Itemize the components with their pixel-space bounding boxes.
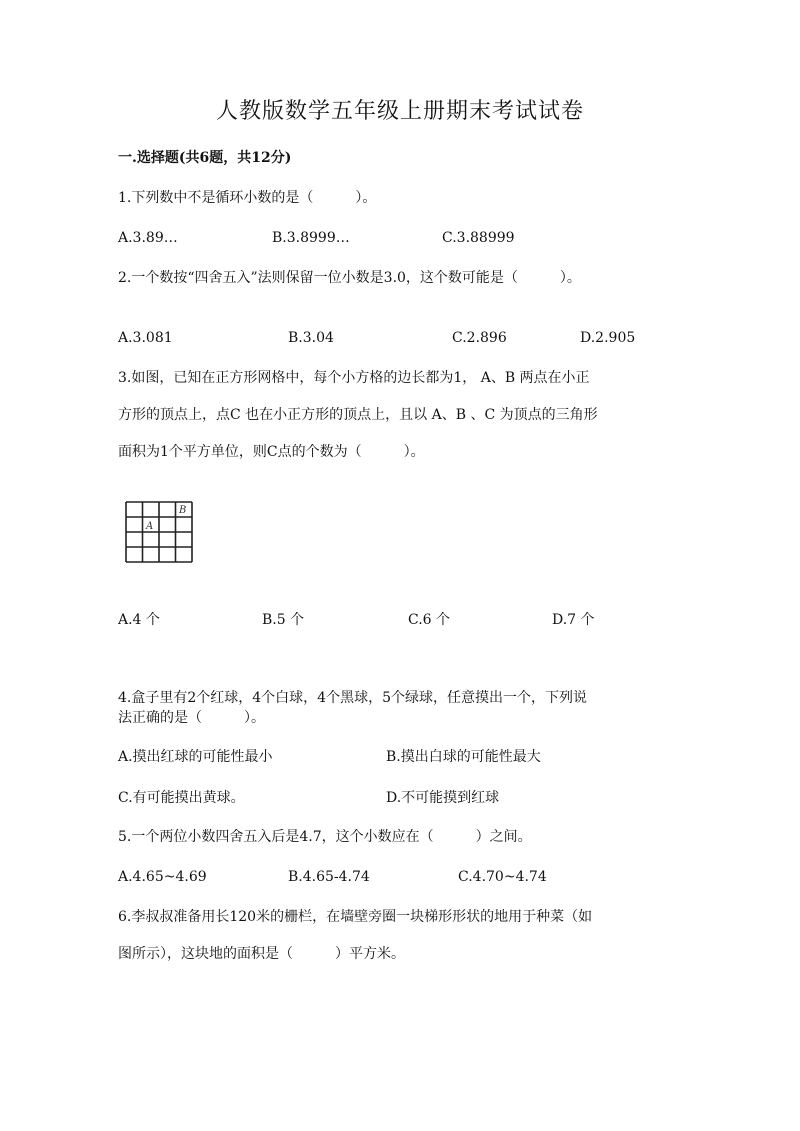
q5-option-c: C.4.70~4.74: [458, 869, 547, 885]
q3-option-a: A.4 个: [118, 612, 160, 628]
point-a-label: A: [146, 521, 154, 532]
question-6-line-2: 图所示），这块地的面积是（ ）平方米。: [118, 946, 405, 962]
q4-option-c: C.有可能摸出黄球。: [118, 790, 245, 806]
question-1-text: 1.下列数中不是循环小数的是（ ）。: [118, 190, 377, 206]
q2-option-a: A.3.081: [118, 330, 173, 346]
question-3-line-2: 方形的顶点上，点C 也在小正方形的顶点上，且以 A、B 、C 为顶点的三角形: [118, 407, 598, 423]
q4-option-b: B.摸出白球的可能性最大: [386, 749, 541, 765]
question-2-text: 2.一个数按“四舍五入”法则保留一位小数是3.0，这个数可能是（ ）。: [118, 270, 581, 286]
q2-option-c: C.2.896: [452, 330, 507, 346]
q2-option-d: D.2.905: [580, 330, 636, 346]
q2-option-b: B.3.04: [288, 330, 334, 346]
q3-option-c: C.6 个: [408, 612, 451, 628]
q3-option-b: B.5 个: [262, 612, 305, 628]
question-4-line-1: 4.盒子里有2个红球，4个白球，4个黑球，5个绿球，任意摸出一个，下列说: [118, 690, 587, 706]
question-5-text: 5.一个两位小数四舍五入后是4.7，这个小数应在（ ）之间。: [118, 829, 532, 845]
q5-option-b: B.4.65-4.74: [288, 869, 370, 885]
page-title: 人教版数学五年级上册期末考试试卷: [215, 99, 584, 124]
q4-option-a: A.摸出红球的可能性最小: [118, 749, 273, 765]
q1-option-b: B.3.8999…: [272, 230, 350, 246]
question-3-line-1: 3.如图，已知在正方形网格中，每个小方格的边长都为1， A、B 两点在小正: [118, 370, 590, 386]
q4-option-d: D.不可能摸到红球: [386, 790, 500, 806]
point-b-label: B: [179, 505, 187, 516]
section-heading: 一.选择题(共6题，共12分): [118, 150, 292, 166]
q3-option-d: D.7 个: [552, 612, 595, 628]
q5-option-a: A.4.65~4.69: [118, 869, 207, 885]
square-grid-figure: [124, 500, 194, 564]
q1-option-c: C.3.88999: [442, 230, 515, 246]
question-3-line-3: 面积为1个平方单位，则C点的个数为（ ）。: [118, 444, 425, 460]
question-6-line-1: 6.李叔叔准备用长120米的栅栏，在墙壁旁圈一块梯形形状的地用于种菜（如: [118, 909, 593, 925]
question-4-line-2: 法正确的是（ ）。: [118, 710, 265, 726]
q1-option-a: A.3.89…: [118, 230, 178, 246]
